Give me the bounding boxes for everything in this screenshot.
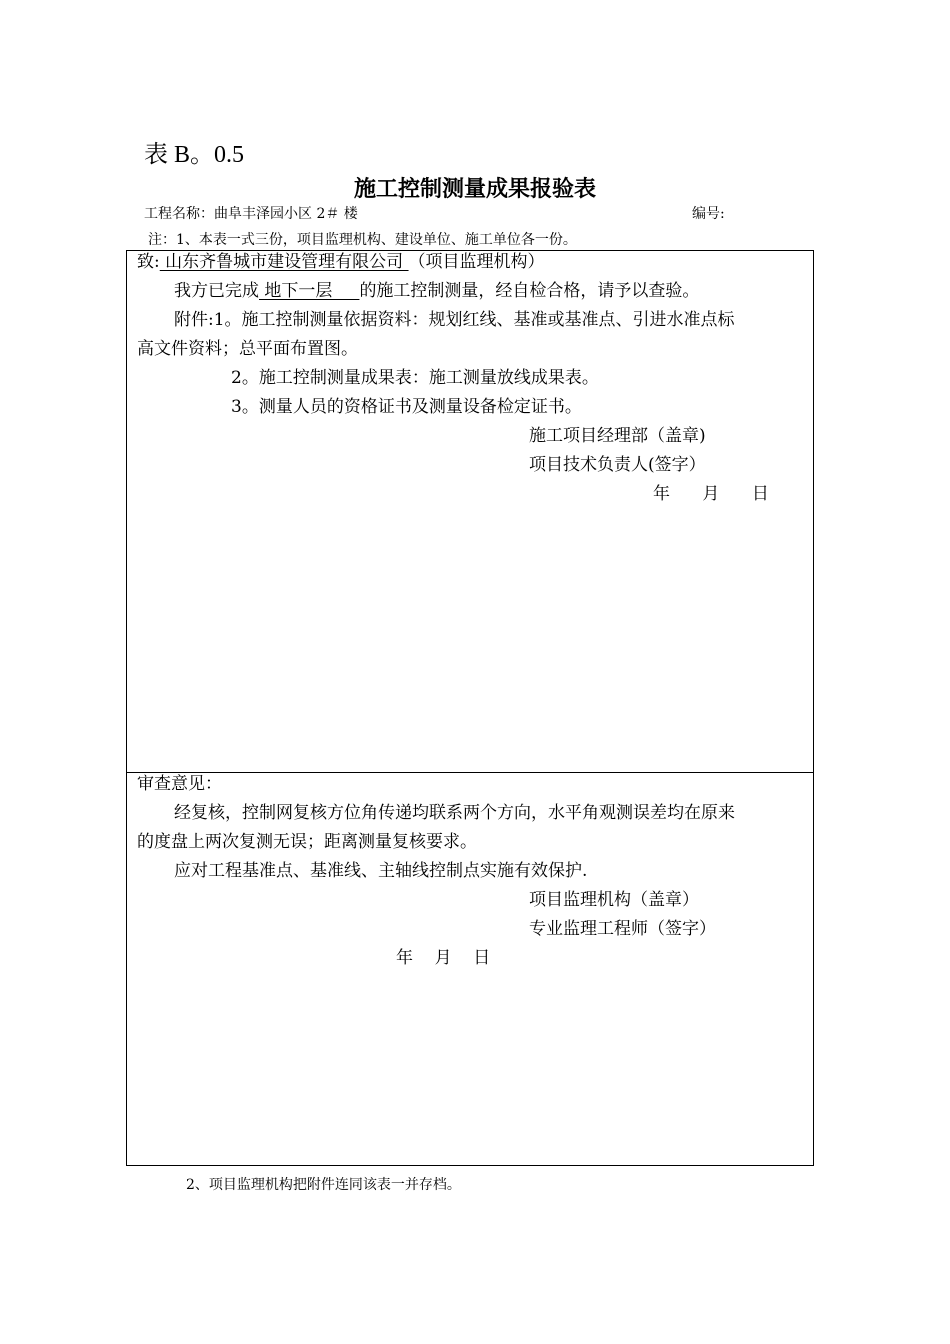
review-heading: 审查意见： (137, 774, 222, 794)
completion-scope: 地下一层 (259, 281, 360, 301)
copies-note: 注：1、本表一式三份，项目监理机构、建设单位、施工单位各一份。 (148, 232, 577, 248)
review-date: 年 月 日 (396, 948, 491, 968)
submission-date: 年 月 日 (653, 484, 769, 504)
review-opinion-line-2: 的度盘上两次复测无误；距离测量复核要求。 (137, 832, 477, 852)
addressee-suffix: （项目监理机构） (408, 252, 545, 272)
form-title: 施工控制测量成果报验表 (353, 177, 596, 202)
serial-number-label: 编号: (692, 206, 725, 222)
completion-prefix: 我方已完成 (174, 281, 259, 301)
completion-suffix: 的施工控制测量，经自检合格，请予以查验。 (359, 281, 700, 301)
project-name: 工程名称：曲阜丰泽园小区 2＃ 楼 (144, 206, 358, 222)
attachment-1-line-1: 附件:1。施工控制测量依据资料：规划红线、基准或基准点、引进水准点标 (174, 310, 735, 330)
completion-statement (174, 277, 699, 306)
section-divider (127, 772, 813, 773)
contractor-seal-label: 施工项目经理部（盖章) (529, 426, 706, 446)
addressee-line (137, 248, 545, 277)
form-table (126, 250, 814, 1166)
attachment-2: 2。施工控制测量成果表：施工测量放线成果表。 (231, 368, 599, 388)
archive-note: 2、项目监理机构把附件连同该表一并存档。 (186, 1177, 461, 1193)
addressee-org: 山东齐鲁城市建设管理有限公司 (159, 252, 409, 272)
engineer-signature-label: 专业监理工程师（签字） (529, 919, 716, 939)
review-protection-note: 应对工程基准点、基准线、主轴线控制点实施有效保护. (174, 861, 588, 881)
supervisor-seal-label: 项目监理机构（盖章） (529, 890, 699, 910)
review-opinion-line-1: 经复核，控制网复核方位角传递均联系两个方向，水平角观测误差均在原来 (174, 803, 735, 823)
attachment-1-line-2: 高文件资料；总平面布置图。 (137, 339, 358, 359)
tech-lead-signature-label: 项目技术负责人(签字） (529, 455, 706, 475)
addressee-prefix: 致: (137, 252, 160, 272)
form-number: 表 B。0.5 (144, 142, 245, 168)
attachment-3: 3。测量人员的资格证书及测量设备检定证书。 (231, 397, 582, 417)
